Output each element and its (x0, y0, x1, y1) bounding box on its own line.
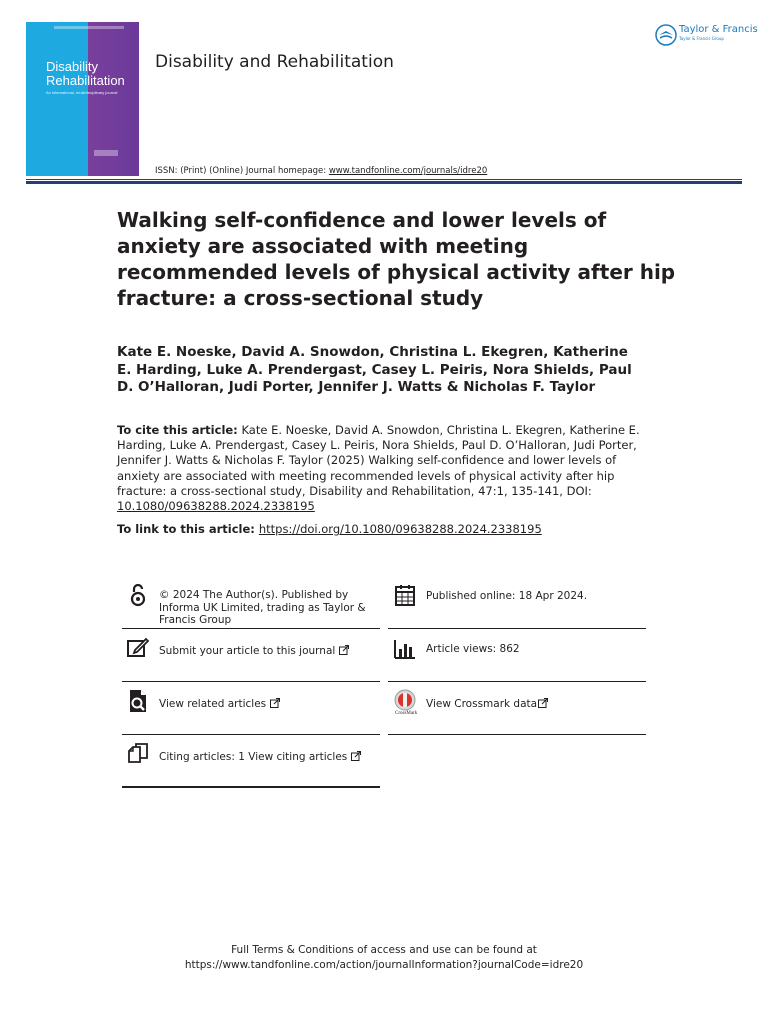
issn-line (155, 166, 487, 176)
submit-label: Submit your article to this journal (159, 645, 336, 657)
cover-subtitle: An international, multidisciplinary journal (46, 90, 118, 95)
external-link-icon (339, 645, 349, 655)
publisher-group: Taylor & Francis Group (679, 36, 724, 41)
cite-text: Kate E. Noeske, David A. Snowdon, Christina L. Ekegren, Katherine E. Harding, Luke A. Prendergast, Casey L. Peiris, Nora Shields, Paul D. O’Halloran, Judi Porter, Jennifer J. Watts & Nicholas F. Taylor (2025) Walking self-confidence and lower levels of anxiety are associated with meeting recommended levels of physical activity after hip fracture: a cross-sectional study, Disability and Rehabilitation, 47:1, 135-141, DOI: (117, 423, 640, 498)
link-label: To link to this article: (117, 522, 259, 536)
cover-title-line1: Disability (46, 59, 99, 74)
cover-publisher-mark (94, 150, 118, 156)
divider (388, 681, 646, 682)
edit-icon (126, 636, 150, 660)
article-title: Walking self-confidence and lower levels of anxiety are associated with meeting recommended levels of physical activity after hip fracture: a cross-sectional study (117, 208, 676, 310)
submit-link[interactable] (159, 645, 384, 658)
article-doi-link[interactable]: https://doi.org/10.1080/09638288.2024.2338195 (258, 522, 542, 536)
crossmark-icon (393, 689, 417, 713)
cite-doi-link[interactable]: 10.1080/09638288.2024.2338195 (117, 499, 315, 514)
journal-cover-image (26, 22, 139, 176)
terms-line: Full Terms & Conditions of access and use can be found at (231, 944, 537, 956)
divider (122, 734, 380, 735)
article-views: Article views: 862 (426, 643, 520, 655)
calendar-icon (393, 583, 417, 607)
citing-articles-icon (126, 742, 150, 766)
terms-url[interactable]: https://www.tandfonline.com/action/journalInformation?journalCode=idre20 (184, 959, 584, 971)
cover-title (46, 60, 125, 88)
divider (122, 628, 380, 629)
divider (388, 628, 646, 629)
citing-link[interactable] (159, 751, 384, 764)
header-rule-thick (26, 181, 742, 184)
divider-bottom (122, 786, 380, 788)
external-link-icon (538, 698, 548, 708)
citation-block (117, 423, 642, 514)
issn-prefix: ISSN: (Print) (Online) Journal homepage: (155, 166, 329, 176)
header-rule-thin (26, 179, 742, 180)
crossmark-caption: CrossMark (395, 711, 418, 716)
article-authors: Kate E. Noeske, David A. Snowdon, Christina L. Ekegren, Katherine E. Harding, Luke A. Prendergast, Casey L. Peiris, Nora Shields, Paul D. O’Halloran, Judi Porter, Jennifer J. Watts & Nicholas F. Taylor (117, 344, 632, 395)
citing-label: Citing articles: 1 View citing articles (159, 751, 348, 763)
cover-top-strip (54, 26, 124, 29)
journal-homepage-link[interactable]: www.tandfonline.com/journals/idre20 (328, 166, 488, 176)
crossmark-label: View Crossmark data (426, 698, 538, 710)
journal-name: Disability and Rehabilitation (155, 52, 394, 72)
license-text: © 2024 The Author(s). Published by Informa UK Limited, trading as Taylor & Francis Group (159, 589, 366, 626)
related-link[interactable] (159, 698, 384, 711)
divider (388, 734, 646, 735)
related-label: View related articles (159, 698, 267, 710)
open-access-icon (126, 583, 150, 607)
published-date: Published online: 18 Apr 2024. (426, 590, 588, 602)
publisher-logo-icon (655, 24, 677, 46)
cover-title-line2: Rehabilitation (46, 73, 125, 88)
article-link-line (117, 522, 542, 536)
external-link-icon (351, 751, 361, 761)
terms-footer (0, 943, 768, 973)
cite-label: To cite this article: (117, 423, 238, 437)
external-link-icon (270, 698, 280, 708)
publisher-logo[interactable] (655, 22, 758, 48)
divider (122, 681, 380, 682)
bar-chart-icon (393, 636, 417, 660)
related-search-icon (126, 689, 150, 713)
crossmark-link[interactable] (426, 698, 651, 711)
publisher-name: Taylor & Francis (679, 24, 758, 35)
